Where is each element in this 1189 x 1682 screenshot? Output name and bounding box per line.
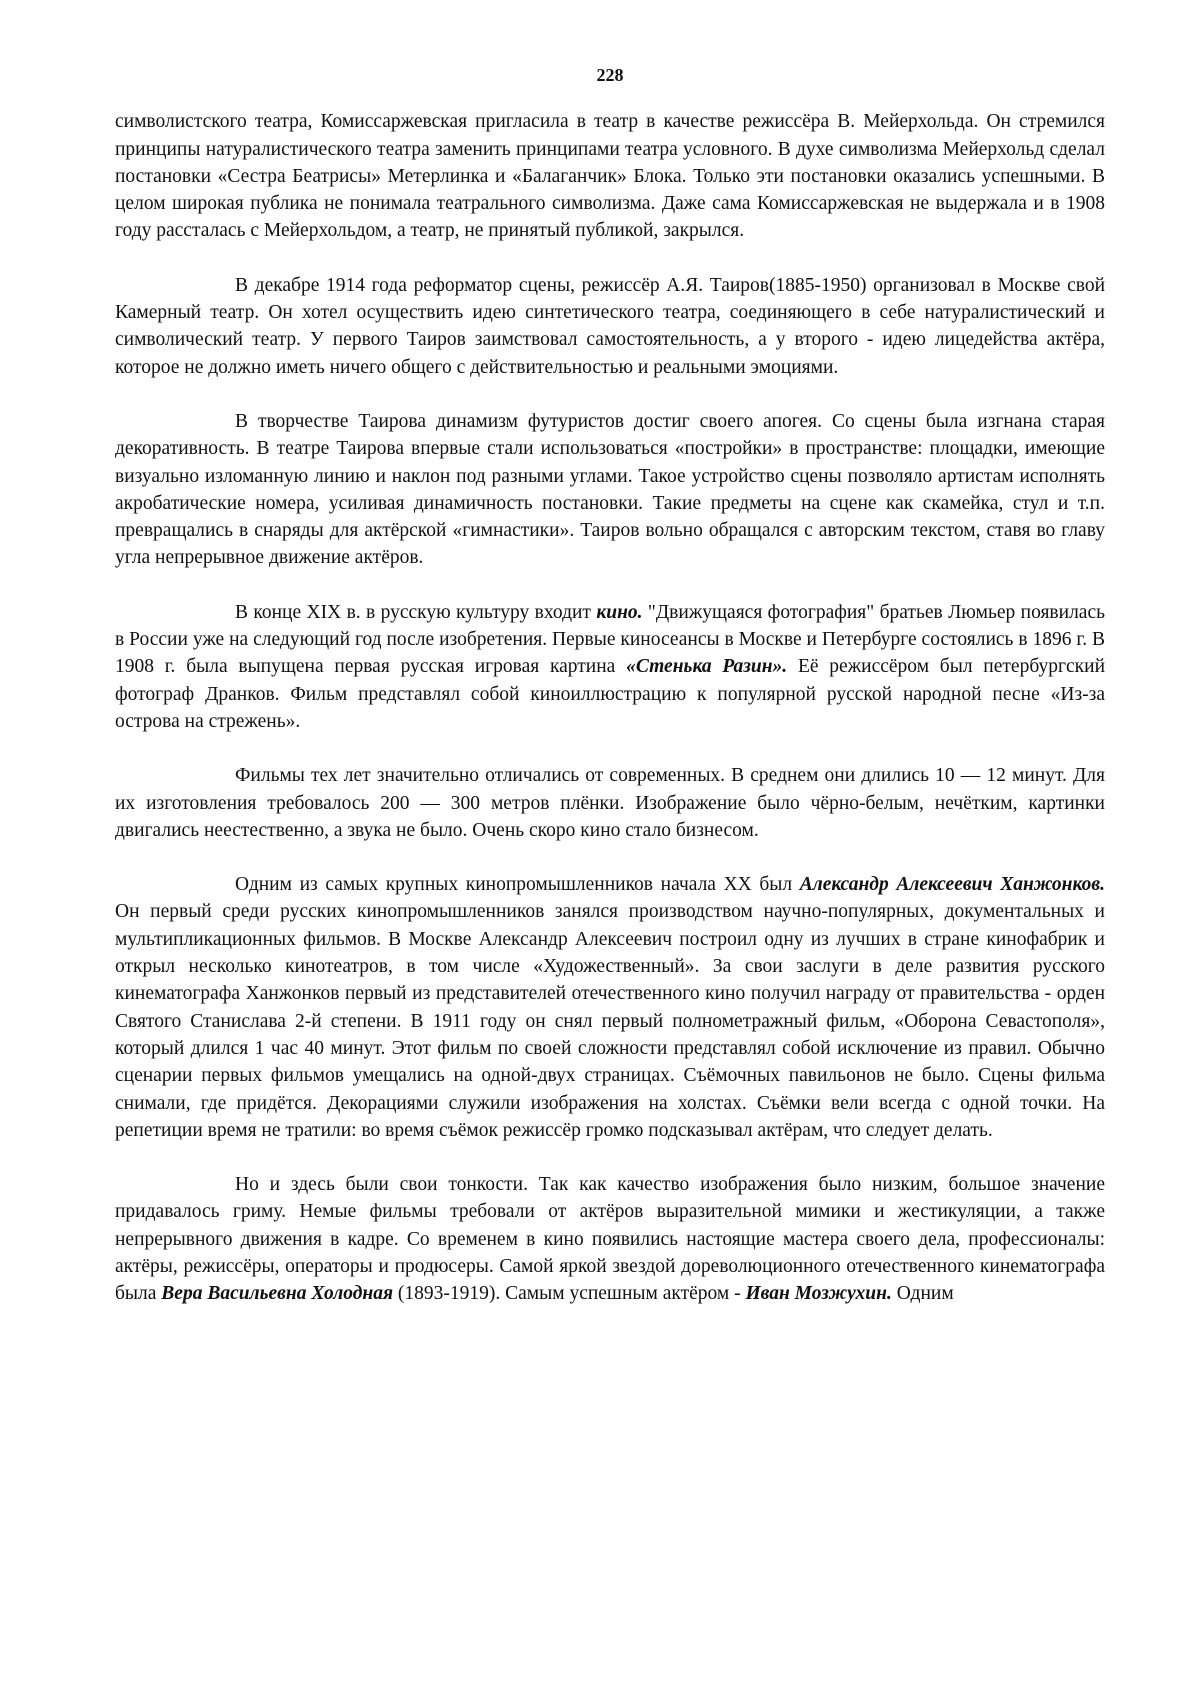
paragraph [115,272,1105,381]
emphasized-text: Вера Васильевна Холодная [161,1283,394,1305]
paragraph [115,599,1105,735]
page-number: 228 [596,65,624,85]
text-run: Фильмы тех лет значительно отличались от современных. В среднем они длились 10 — 12 минут. Для их изготовления требовалось 200 — 300 метров плёнки. Изображение было чёрно-белым, нечётким, картинки двигались неестественно, а звука не было. Очень скоро кино стало бизнесом. [115,765,1105,841]
paragraph [115,762,1105,844]
document-page [115,62,1105,1335]
text-run: Её режиссёром был петербургский фотограф Дранков. Фильм представлял собой киноиллюстрацию к популярной русской народной песне «Из-за острова на стрежень». [115,656,1106,732]
emphasized-text: Александр Алексеевич Ханжонков. [799,874,1105,896]
text-run: "Движущаяся фотография" братьев Люмьер появилась в России уже на следующий год после изобретения. Первые киносеансы в Москве и Петербурге состоялись в 1896 г. В 1908 г. была выпущена первая русская игровая картина [115,601,1106,678]
text-run: В конце XIX в. в русскую культуру входит [235,601,597,623]
text-run: (1893-1919). Самым успешным актёром - [393,1283,746,1305]
emphasized-text: кино. [596,601,643,623]
paragraph [115,408,1105,572]
text-run: Но и здесь были свои тонкости. Так как качество изображения было низким, большое значение придавалось гриму. Немые фильмы требовали от актёров выразительной мимики и жестикуляции, а также непрерывного движения в кадре. Со временем в кино появились настоящие мастера своего дела, профессионалы: актёры, режиссёры, операторы и продюсеры. Самой яркой звездой дореволюционного отечественного кинематографа была [115,1174,1105,1305]
paragraph [115,1171,1105,1307]
emphasized-text: Иван Мозжухин. [745,1283,892,1305]
paragraph [115,108,1105,244]
text-run: Он первый среди русских кинопромышленников занялся производством научно-популярных, документальных и мультипликационных фильмов. В Москве Александр Алексеевич построил одну из лучших в стране кинофабрик и открыл несколько кинотеатров, в том числе «Художественный». За свои заслуги в деле развития русского кинематографа Ханжонков первый из представителей отечественного кино получил награду от правительства - орден Святого Станислава 2-й степени. В 1911 году он снял первый полнометражный фильм, «Оборона Севастополя», который длился 1 час 40 минут. Этот фильм по своей сложности представлял собой исключение из правил. Обычно сценарии первых фильмов умещались на одной-двух страницах. Съёмочных павильонов не было. Сцены фильма снимали, где придётся. Декорациями служили изображения на холстах. Съёмки вели всегда с одной точки. На репетиции время не тратили: во время съёмок режиссёр громко подсказывал актёрам, что следует делать. [115,901,1105,1141]
text-run: Одним из самых крупных кинопромышленников начала XX был [235,874,800,896]
text-run: В творчестве Таирова динамизм футуристов достиг своего апогея. Со сцены была изгнана старая декоративность. В театре Таирова впервые стали использоваться «постройки» в пространстве: площадки, имеющие визуально изломанную линию и наклон под разными углами. Такое устройство сцены позволяло артистам исполнять акробатические номера, усиливая динамичность постановки. Такие предметы на сцене как скамейка, стул и т.п. превращались в снаряды для актёрской «гимнастики». Таиров вольно обращался с авторским текстом, ставя во главу угла непрерывное движение актёров. [115,410,1105,569]
paragraph [115,871,1105,1144]
text-run: В декабре 1914 года реформатор сцены, режиссёр А.Я. Таиров(1885-1950) организовал в Москве свой Камерный театр. Он хотел осуществить идею синтетического театра, соединяющего в себе натуралистический и символический театр. У первого Таиров заимствовал самостоятельность, а у второго - идею лицедейства актёра, которое не должно иметь ничего общего с действительностью и реальными эмоциями. [115,274,1105,378]
emphasized-text: «Стенька Разин». [626,656,788,678]
text-run: символистского театра, Комиссаржевская пригласила в театр в качестве режиссёра В. Мейерхольда. Он стремился принципы натуралистического театра заменить принципами театра условного. В духе символизма Мейерхольд сделал постановки «Сестра Беатрисы» Метерлинка и «Балаганчик» Блока. Только эти постановки оказались успешными. В целом широкая публика не понимала театрального символизма. Даже сама Комиссаржевская не выдержала и в 1908 году рассталась с Мейерхольдом, а театр, не принятый публикой, закрылся. [115,111,1105,242]
body-text [115,108,1105,1307]
text-run: Одним [891,1283,954,1305]
